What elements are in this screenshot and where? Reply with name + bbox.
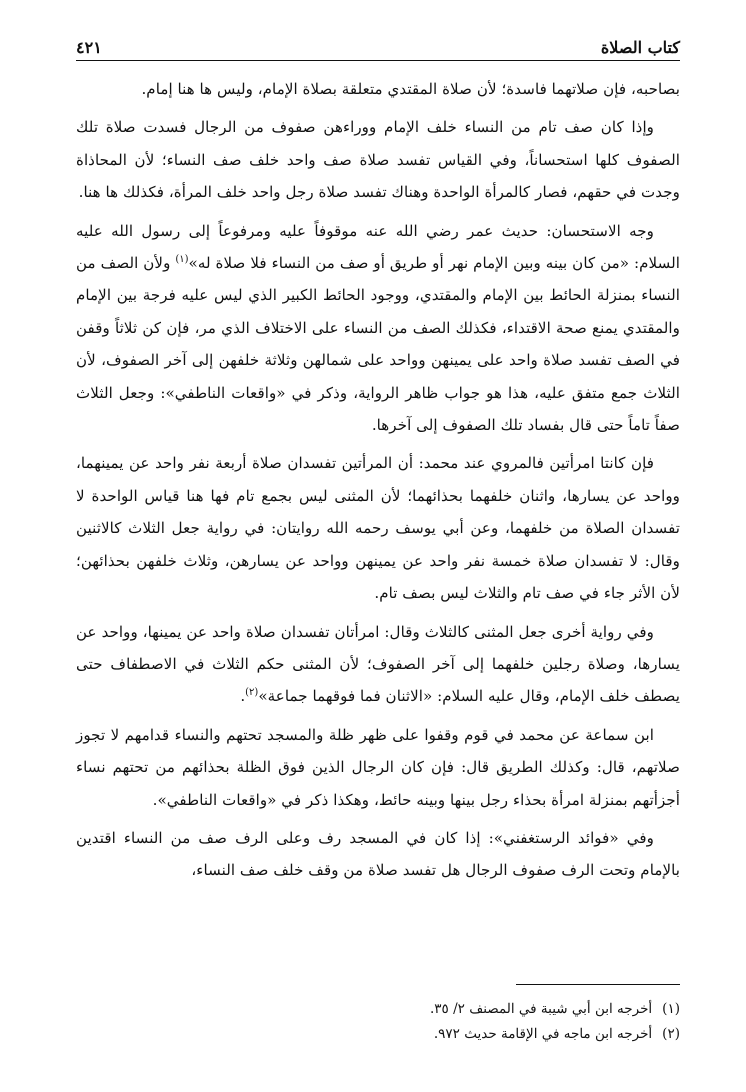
- page-number: ٤٢١: [76, 38, 102, 57]
- footnote-marker: (١): [175, 253, 189, 265]
- footnote-divider: [516, 984, 680, 985]
- footnote: [76, 1022, 680, 1047]
- footnote-number: (١): [662, 1001, 680, 1017]
- paragraph: فإن كانتا امرأتين فالمروي عند محمد: أن المرأتين تفسدان صلاة أربعة نفر واحد عن يمينهما، وواحد عن يسارها، واثنان خلفهما بحذائهما؛ لأن المثنى ليس بجمع تام فها هنا قياس الواحدة لا تفسدان الصلاة من خلفهما، وعن أبي يوسف رحمه الله روايتان: في رواية جعل الثلاث كالاثنين وقال: لا تفسدان صلاة خمسة نفر واحد عن يمينهن وواحد عن يسارهن، وثلاث خلفهن بحذائهن؛ لأن الأثر جاء في صف تام والثلاث ليس بصف تام.: [76, 454, 680, 603]
- footnote-marker: (٢): [245, 687, 259, 699]
- page-body: [76, 73, 680, 887]
- paragraph: بصاحبه، فإن صلاتهما فاسدة؛ لأن صلاة المقتدي متعلقة بصلاة الإمام، وليس ها هنا إمام.: [141, 80, 680, 98]
- footnote: [76, 997, 680, 1022]
- footnote-text: أخرجه ابن ماجه في الإقامة حديث ٩٧٢.: [433, 1026, 653, 1042]
- book-page: [76, 34, 680, 1064]
- running-title: كتاب الصلاة: [600, 38, 680, 57]
- header-divider: [76, 60, 680, 61]
- page-header: [76, 34, 680, 58]
- footnote-number: (٢): [662, 1026, 680, 1042]
- paragraph: وإذا كان صف تام من النساء خلف الإمام ووراءهن صفوف من الرجال فسدت صلاة تلك الصفوف كلها استحساناً، وفي القياس تفسد صلاة صف واحد خلف صف النساء؛ لأن المحاذاة وجدت في حقهم، فصار كالمرأة الواحدة وهناك تفسد صلاة رجل واحد خلف المرأة، فكذلك ها هنا.: [76, 118, 680, 202]
- footnotes: [76, 997, 680, 1047]
- paragraph: ابن سماعة عن محمد في قوم وقفوا على ظهر ظلة والمسجد تحتهم والنساء قدامهم لا تجوز صلاتهم، قال: وكذلك الطريق قال: فإن كان الرجال الذين فوق الظلة بحذائهم من تحتهم نساء أجزأتهم بمنزلة امرأة بحذاء رجل بينها وبينه حائط، وهكذا ذكر في «واقعات الناطفي».: [76, 725, 680, 809]
- footnote-text: أخرجه ابن أبي شيبة في المصنف ٢/ ٣٥.: [430, 1001, 653, 1017]
- paragraph: وفي رواية أخرى جعل المثنى كالثلاث وقال: امرأتان تفسدان صلاة واحد عن يمينها، وواحد عن يسارها، وصلاة رجلين خلفهما إلى آخر الصفوف؛ لأن المثنى حكم الثلاث في الاصطفاف حتى يصطف خلف الإمام، وقال عليه السلام: «الاثنان فما فوقهما جماعة»$^{(٢)}$.: [76, 622, 680, 706]
- paragraph: وجه الاستحسان: حديث عمر رضي الله عنه موقوفاً عليه ومرفوعاً إلى رسول الله عليه السلام: «من كان بينه وبين الإمام نهر أو طريق أو صف من النساء فلا صلاة له»$^{(١)}$ ولأن الصف من النساء بمنزلة الحائط بين الإمام والمقتدي، ووجود الحائط الكبير الذي ليس عليه فرجة بين الإمام والمقتدي يمنع صحة الاقتداء، فكذلك الصف من النساء على الاختلاف الذي مر، فإن كن ثلاثاً وقفن في الصف تفسد صلاة واحد على يمينهن وواحد على شمالهن وثلاثة خلفهن إلى آخر الصفوف، لأن الثلاث جمع متفق عليه، هذا هو جواب ظاهر الرواية، وذكر في «واقعات الناطفي»: وجعل الثلاث صفاً تاماً حتى قال بفساد تلك الصفوف إلى آخرها.: [76, 221, 680, 435]
- paragraph: وفي «فوائد الرستغفني»: إذا كان في المسجد رف وعلى الرف صف من النساء اقتدين بالإمام وتحت الرف صفوف الرجال هل تفسد صلاة من وقف خلف صف النساء،: [76, 828, 680, 880]
